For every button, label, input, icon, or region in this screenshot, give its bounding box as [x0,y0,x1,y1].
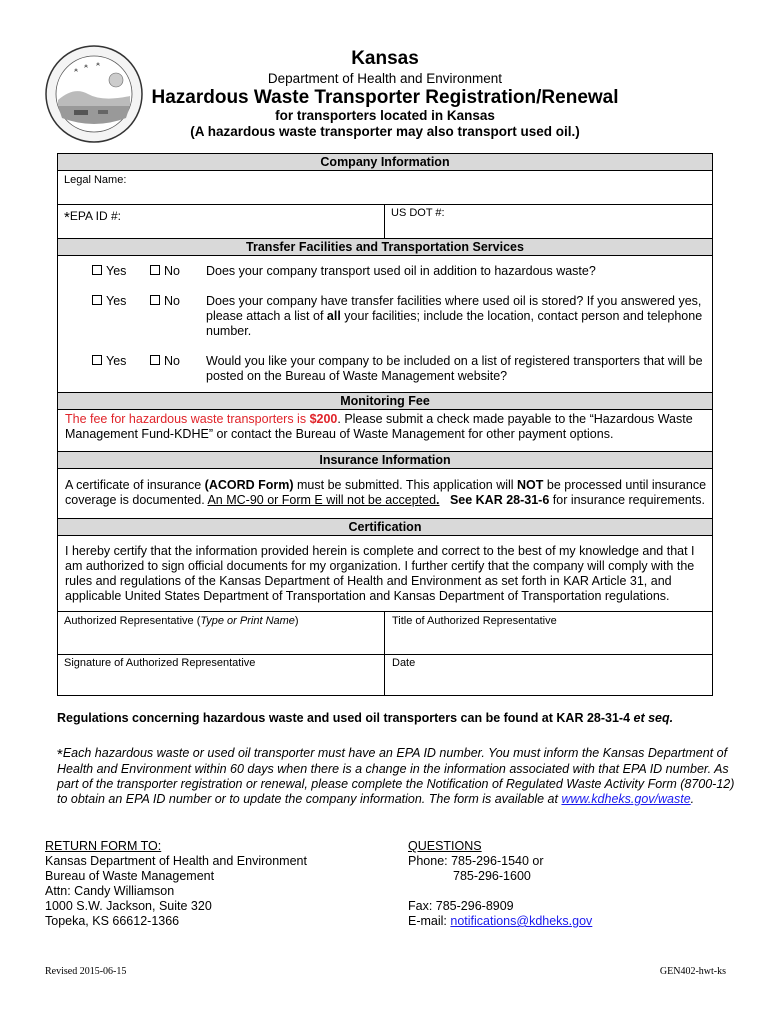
epa-id-field[interactable] [58,224,384,238]
divider [58,204,712,205]
questions-contact [408,839,592,929]
address-line: Topeka, KS 66612-1366 [45,914,180,928]
text: et seq. [633,711,674,725]
q2-bold: all [326,309,341,323]
questions-heading: QUESTIONS [408,839,482,853]
fee-text [65,412,707,442]
text: be processed until insurance coverage is documented. [65,478,707,507]
text: Each hazardous waste or used oil transporter must have an EPA ID number. You must inform the Kansas Department of Health and Environment within 60 days when there is a change in the information associated with that EPA ID number. As part of the transporter registration or renewal, please complete the Notification of Regulated Waste Activity Form (8700-12) to obtain an EPA ID number or to update the company information. The form is available at [57,746,735,806]
email-label: E-mail: [408,914,451,928]
title-field[interactable] [385,630,712,654]
waste-website-link[interactable]: www.kdheks.gov/waste [561,792,691,806]
revised-date: Revised 2015-06-15 [45,966,127,977]
q1-no-option[interactable] [150,264,180,279]
phone: Phone: 785-296-1540 or [408,854,544,868]
kar-reference: See KAR 28-31-6 [449,493,550,507]
state-title: Kansas [351,48,419,69]
transfer-heading: Transfer Facilities and Transportation Services [58,238,712,256]
text: Authorized Representative ( [64,615,201,627]
certification-heading: Certification [58,518,712,536]
department-name: Department of Health and Environment [267,71,503,86]
return-address [45,839,307,929]
auth-rep-field[interactable] [58,630,384,654]
fee-heading: Monitoring Fee [58,392,712,410]
date-label: Date [392,657,416,669]
form-note: (A hazardous waste transporter may also transport used oil.) [190,124,580,139]
fee-red-text: The fee for hazardous waste transporters is [65,412,310,426]
mc90-note: An MC-90 or Form E will not be accepted [207,493,437,507]
no-label: No [164,264,180,278]
yes-label: Yes [106,354,127,368]
legal-name-field[interactable] [58,188,712,204]
q2-yes-checkbox[interactable] [92,295,102,305]
question-3: Would you like your company to be included on a list of registered transporters that will be posted on the Bureau of Waste Management website? [206,354,703,383]
return-heading: RETURN FORM TO: [45,839,162,853]
signature-field[interactable] [58,672,384,695]
insurance-text [65,478,707,508]
text: A certificate of insurance [65,478,205,492]
text: must be submitted. This application will [293,478,518,492]
q1-yes-checkbox[interactable] [92,265,102,275]
legal-name-label: Legal Name: [64,174,127,186]
acord-form: (ACORD Form) [204,478,294,492]
form-code: GEN402-hwt-ks [659,966,726,977]
text: ) [294,615,299,627]
text: . [436,493,440,507]
insurance-heading: Insurance Information [58,451,712,469]
q3-yes-checkbox[interactable] [92,355,102,365]
text: for insurance requirements. [549,493,705,507]
asterisk: * [57,746,63,763]
question-2 [206,294,708,339]
regulations-note [57,711,673,725]
q3-no-option[interactable] [150,354,180,369]
q2-text: your facilities; include the location, contact person and telephone number. [206,309,703,338]
fee-amount: $200 [309,412,338,426]
q1-no-checkbox[interactable] [150,265,160,275]
address-line: 1000 S.W. Jackson, Suite 320 [45,899,212,913]
divider [58,611,712,612]
fax: Fax: 785-296-8909 [408,899,514,913]
form-title: Hazardous Waste Transporter Registration/Renewal [151,87,619,108]
email [408,914,592,929]
q2-text: Does your company have transfer facilities where used oil is stored? If you answered yes, please attach a list of [206,294,702,323]
title-label: Title of Authorized Representative [392,615,557,627]
auth-rep-label [64,615,299,627]
q3-no-checkbox[interactable] [150,355,160,365]
yes-label: Yes [106,294,127,308]
kansas-state-seal [44,44,144,144]
email-link[interactable]: notifications@kdheks.gov [450,914,593,928]
epa-asterisk: * [64,209,70,226]
form-subtitle: for transporters located in Kansas [275,108,495,123]
q1-yes-option[interactable] [92,264,126,279]
divider [58,654,712,655]
company-info-heading: Company Information [58,153,712,171]
no-label: No [164,294,180,308]
q2-yes-option[interactable] [92,294,126,309]
epa-footnote [57,746,737,807]
text: Type or Print Name [200,615,295,627]
address-line: Kansas Department of Health and Environment [45,854,307,868]
question-1: Does your company transport used oil in addition to hazardous waste? [206,264,596,278]
q2-no-option[interactable] [150,294,180,309]
no-label: No [164,354,180,368]
not-emphasis: NOT [517,478,544,492]
certification-text: I hereby certify that the information provided herein is complete and correct to the best of my knowledge and that I am authorized to sign official documents for my organization. I further certify that the company will comply with the rules and regulations of the Kansas Department of Health and Environment as set forth in KAR Article 31, and applicable United States Department of Transportation and Kansas Department of Transportation regulations. [65,544,695,603]
q3-yes-option[interactable] [92,354,126,369]
signature-label: Signature of Authorized Representative [64,657,256,669]
yes-label: Yes [106,264,127,278]
epa-id-label-text: EPA ID #: [69,209,121,223]
q2-no-checkbox[interactable] [150,295,160,305]
fee-rest-text: . Please submit a check made payable to the “Hazardous Waste Management Fund-KDHE” or contact the Bureau of Waste Management for other payment options. [65,412,693,441]
registration-form [57,153,713,696]
us-dot-field[interactable] [385,221,712,238]
us-dot-label: US DOT #: [391,207,445,219]
address-line: Attn: Candy Williamson [45,884,175,898]
date-field[interactable] [385,672,712,695]
address-line: Bureau of Waste Management [45,869,215,883]
text: Regulations concerning hazardous waste and used oil transporters can be found at KAR 28-31-4 [57,711,634,725]
phone-alt: 785-296-1600 [453,869,531,883]
text: . [690,792,695,806]
